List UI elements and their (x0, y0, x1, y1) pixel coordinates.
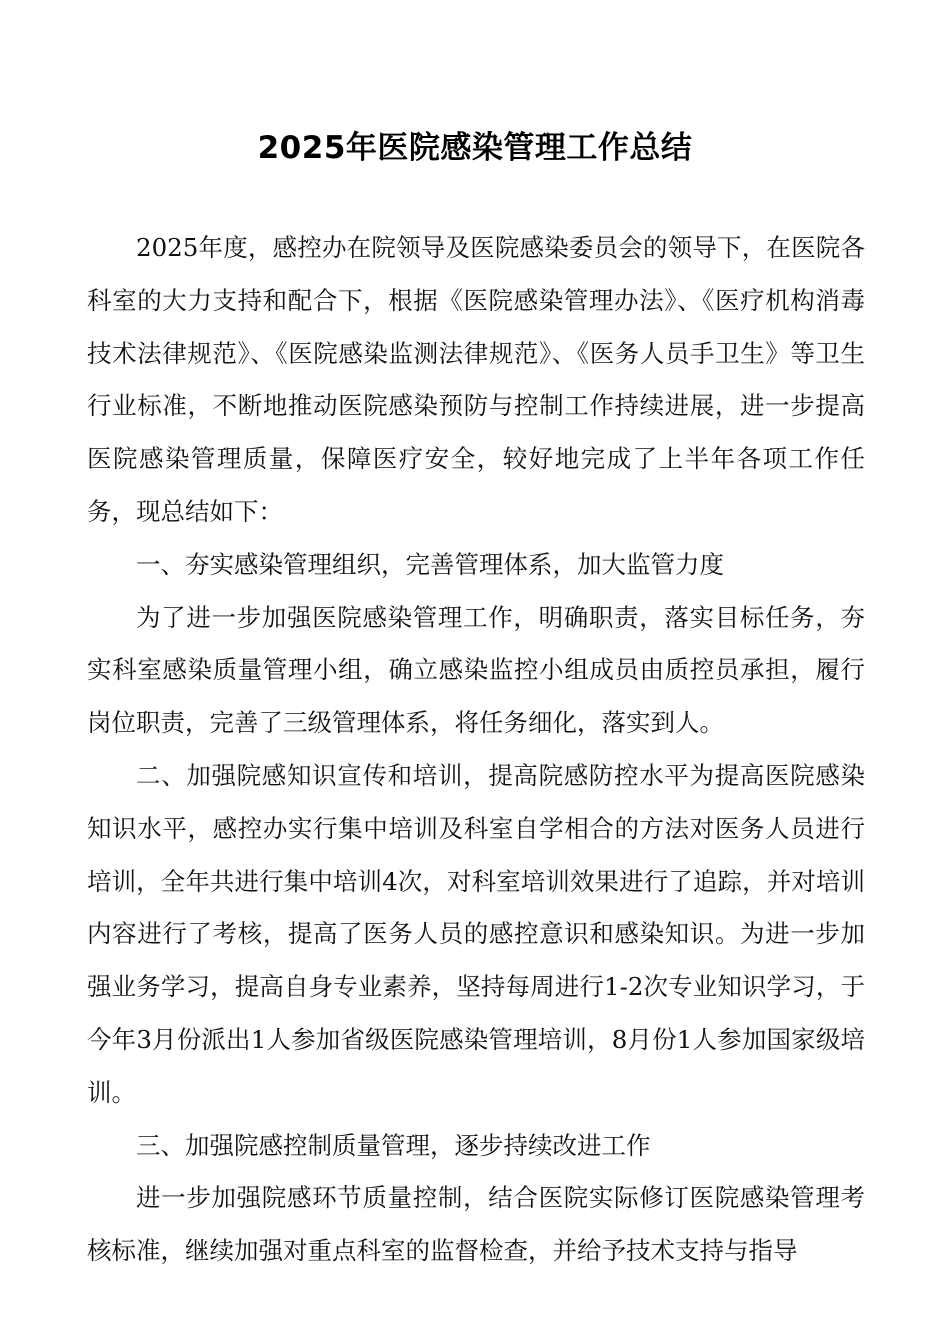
section-paragraph-2: 二、加强院感知识宣传和培训，提高院感防控水平为提高医院感染知识水平，感控办实行集中培训及科室自学相合的方法对医务人员进行培训，全年共进行集中培训4次，对科室培训效果进行了追踪，并对培训内容进行了考核，提高了医务人员的感控意识和感染知识。为进一步加强业务学习，提高自身专业素养，坚持每周进行1-2次专业知识学习，于今年3月份派出1人参加省级医院感染管理培训，8月份1人参加国家级培训。 (87, 760, 865, 1107)
section-paragraph-1: 为了进一步加强医院感染管理工作，明确职责，落实目标任务，夯实科室感染质量管理小组，确立感染监控小组成员由质控员承担，履行岗位职责，完善了三级管理体系，将任务细化，落实到人。 (87, 602, 865, 738)
section-heading-1: 一、夯实感染管理组织，完善管理体系，加大监管力度 (136, 549, 724, 579)
section-paragraph-3: 进一步加强院感环节质量控制，结合医院实际修订医院感染管理考核标准，继续加强对重点科室的监督检查，并给予技术支持与指导 (87, 1183, 865, 1266)
intro-paragraph: 2025年度，感控办在院领导及医院感染委员会的领导下，在医院各科室的大力支持和配合下，根据《医院感染管理办法》、《医疗机构消毒技术法律规范》、《医院感染监测法律规范》、《医务人员手卫生》等卫生行业标准，不断地推动医院感染预防与控制工作持续进展，进一步提高医院感染管理质量，保障医疗安全，较好地完成了上半年各项工作任务，现总结如下： (87, 233, 865, 526)
document-body (87, 222, 865, 1278)
section-heading-3: 三、加强院感控制质量管理，逐步持续改进工作 (136, 1130, 651, 1160)
document-title: 2025年医院感染管理工作总结 (257, 130, 693, 166)
